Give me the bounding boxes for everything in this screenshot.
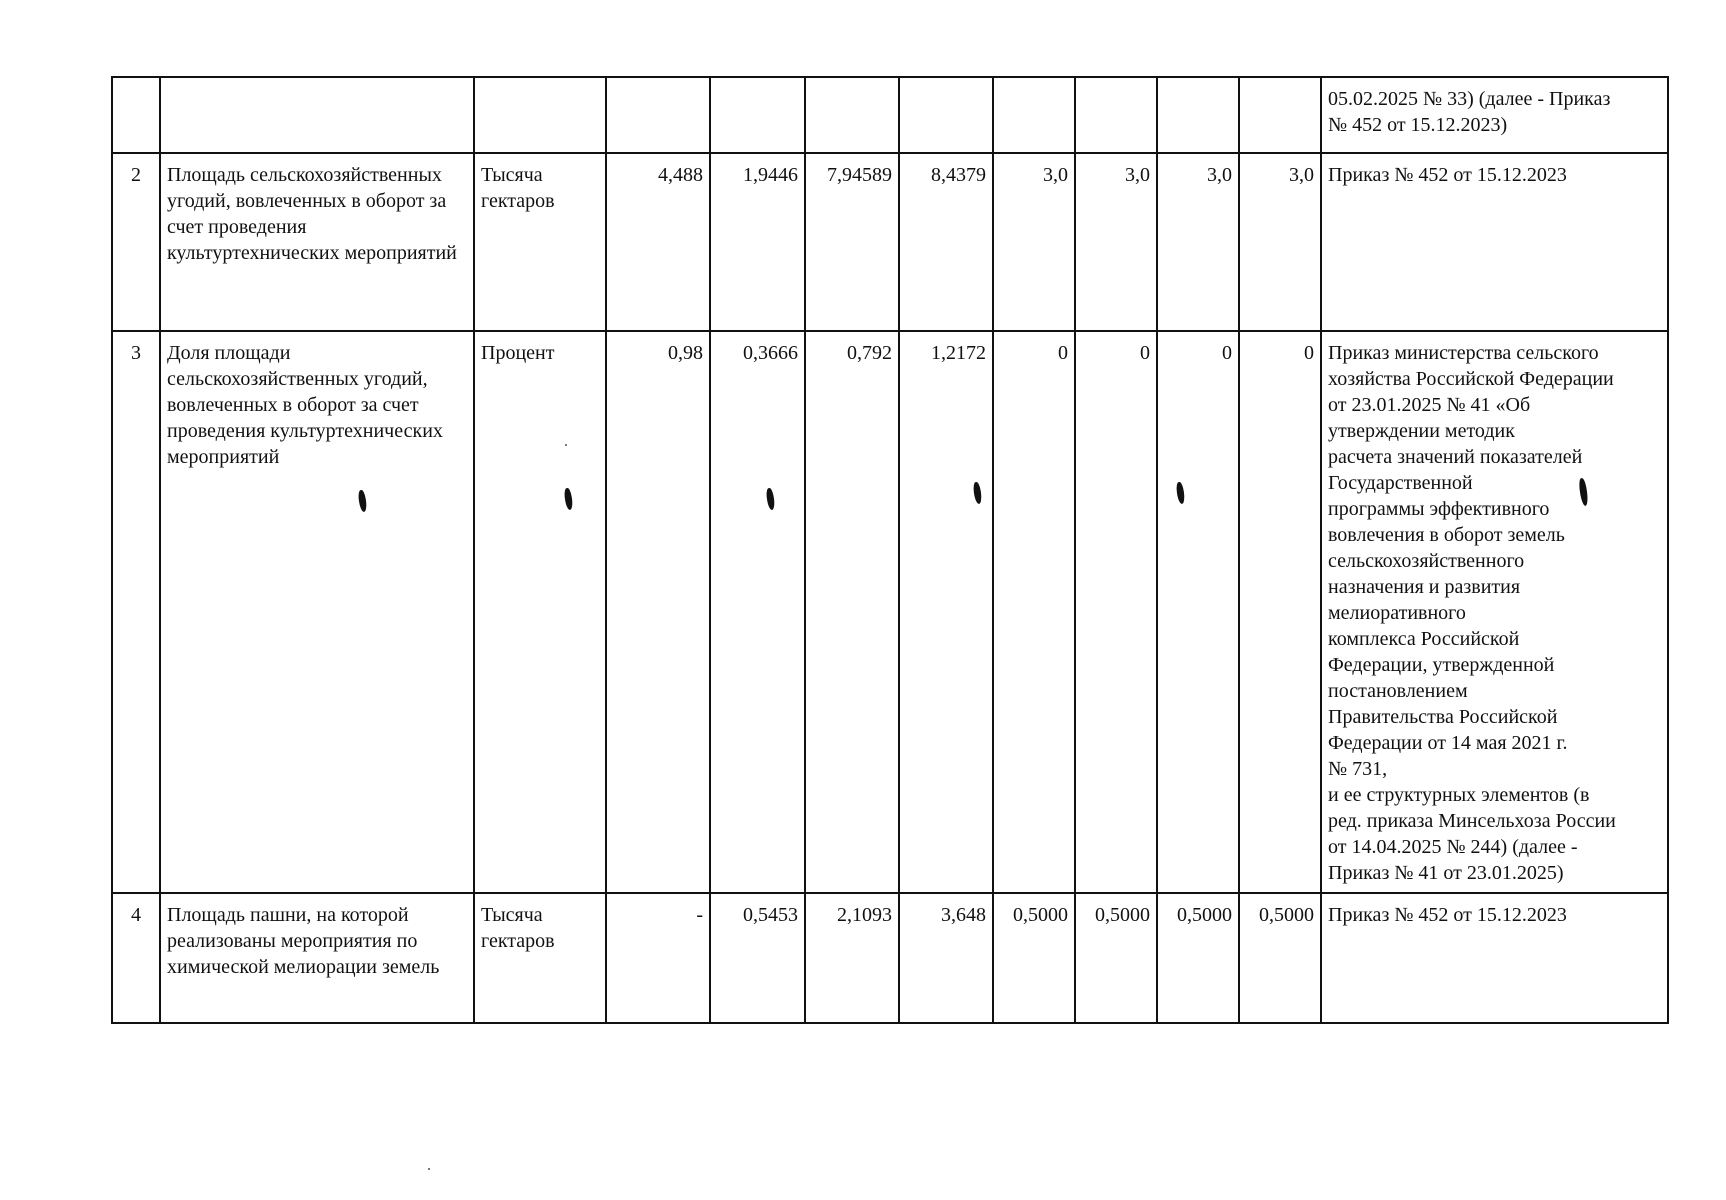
source-line: программы эффективного <box>1328 498 1550 520</box>
source-line: расчета значений показателей <box>1328 446 1583 468</box>
source-line: утверждении методик <box>1328 420 1515 442</box>
source-line: вовлечения в оборот земель <box>1328 524 1565 546</box>
value-cell: 0,792 <box>805 331 899 893</box>
source-line: № 452 от 15.12.2023) <box>1328 114 1508 136</box>
source-cell <box>1321 893 1668 1023</box>
source-line: постановлением <box>1328 680 1468 702</box>
row-number-cell: 4 <box>112 893 160 1023</box>
source-cell <box>1321 153 1668 331</box>
row-number-cell: 3 <box>112 331 160 893</box>
value-cell: 0 <box>1157 331 1239 893</box>
value-cell: 1,9446 <box>710 153 805 331</box>
table-row <box>112 893 1668 1023</box>
indicators-table <box>111 76 1669 1024</box>
value-cell: 3,0 <box>1157 153 1239 331</box>
row-number-cell: 2 <box>112 153 160 331</box>
value-cell: 7,94589 <box>805 153 899 331</box>
value-cell: 0,5000 <box>1075 893 1157 1023</box>
value-cell: 0 <box>1075 331 1157 893</box>
table-body <box>112 77 1668 1023</box>
indicator-name-cell: Площадь сельскохозяйственных угодий, вовлеченных в оборот за счет проведения культуртехнических мероприятий <box>160 153 474 331</box>
scan-dot <box>565 444 567 446</box>
value-cell: 3,0 <box>1075 153 1157 331</box>
indicator-name-cell <box>160 77 474 153</box>
value-cell <box>710 77 805 153</box>
value-cell <box>1239 77 1321 153</box>
value-cell: 0 <box>993 331 1075 893</box>
source-line: хозяйства Российской Федерации <box>1328 368 1614 390</box>
value-cell <box>899 77 993 153</box>
source-line: № 731, <box>1328 758 1388 780</box>
value-cell: 0 <box>1239 331 1321 893</box>
value-cell <box>993 77 1075 153</box>
source-line: Государственной <box>1328 472 1473 494</box>
value-cell: 3,648 <box>899 893 993 1023</box>
table-row <box>112 331 1668 893</box>
unit-cell: Тысяча гектаров <box>474 153 606 331</box>
value-cell: 0,5000 <box>1157 893 1239 1023</box>
source-line: Приказ № 41 от 23.01.2025) <box>1328 862 1564 884</box>
source-line: Федерации от 14 мая 2021 г. <box>1328 732 1568 754</box>
value-cell <box>1075 77 1157 153</box>
source-line: от 14.04.2025 № 244) (далее - <box>1328 836 1578 858</box>
source-line: сельскохозяйственного <box>1328 550 1525 572</box>
source-line: ред. приказа Минсельхоза России <box>1328 810 1616 832</box>
value-cell: 3,0 <box>1239 153 1321 331</box>
source-line: Приказ министерства сельского <box>1328 342 1599 364</box>
source-line: Федерации, утвержденной <box>1328 654 1555 676</box>
value-cell <box>606 77 710 153</box>
value-cell: 0,98 <box>606 331 710 893</box>
source-line: 05.02.2025 № 33) (далее - Приказ <box>1328 88 1611 110</box>
indicator-name-cell: Площадь пашни, на которой реализованы мероприятия по химической мелиорации земель <box>160 893 474 1023</box>
value-cell: 3,0 <box>993 153 1075 331</box>
unit-cell: Тысяча гектаров <box>474 893 606 1023</box>
row-number-cell <box>112 77 160 153</box>
source-line: мелиоративного <box>1328 602 1466 624</box>
source-line: назначения и развития <box>1328 576 1521 598</box>
source-line: комплекса Российской <box>1328 628 1520 650</box>
source-line: и ее структурных элементов (в <box>1328 784 1590 806</box>
value-cell <box>805 77 899 153</box>
value-cell: 2,1093 <box>805 893 899 1023</box>
value-cell <box>1157 77 1239 153</box>
value-cell: 0,5453 <box>710 893 805 1023</box>
source-line: Приказ № 452 от 15.12.2023 <box>1328 904 1567 926</box>
value-cell: - <box>606 893 710 1023</box>
table-row <box>112 153 1668 331</box>
unit-cell <box>474 77 606 153</box>
scan-dot <box>428 1168 430 1170</box>
source-line: Правительства Российской <box>1328 706 1558 728</box>
value-cell: 8,4379 <box>899 153 993 331</box>
value-cell: 0,5000 <box>993 893 1075 1023</box>
source-cell <box>1321 331 1668 893</box>
source-line: от 23.01.2025 № 41 «Об <box>1328 394 1531 416</box>
unit-cell: Процент <box>474 331 606 893</box>
value-cell: 0,5000 <box>1239 893 1321 1023</box>
indicator-name-cell: Доля площади сельскохозяйственных угодий, вовлеченных в оборот за счет проведения культуртехнических мероприятий <box>160 331 474 893</box>
value-cell: 0,3666 <box>710 331 805 893</box>
source-line: Приказ № 452 от 15.12.2023 <box>1328 164 1567 186</box>
table-row <box>112 77 1668 153</box>
value-cell: 4,488 <box>606 153 710 331</box>
source-cell <box>1321 77 1668 153</box>
value-cell: 1,2172 <box>899 331 993 893</box>
